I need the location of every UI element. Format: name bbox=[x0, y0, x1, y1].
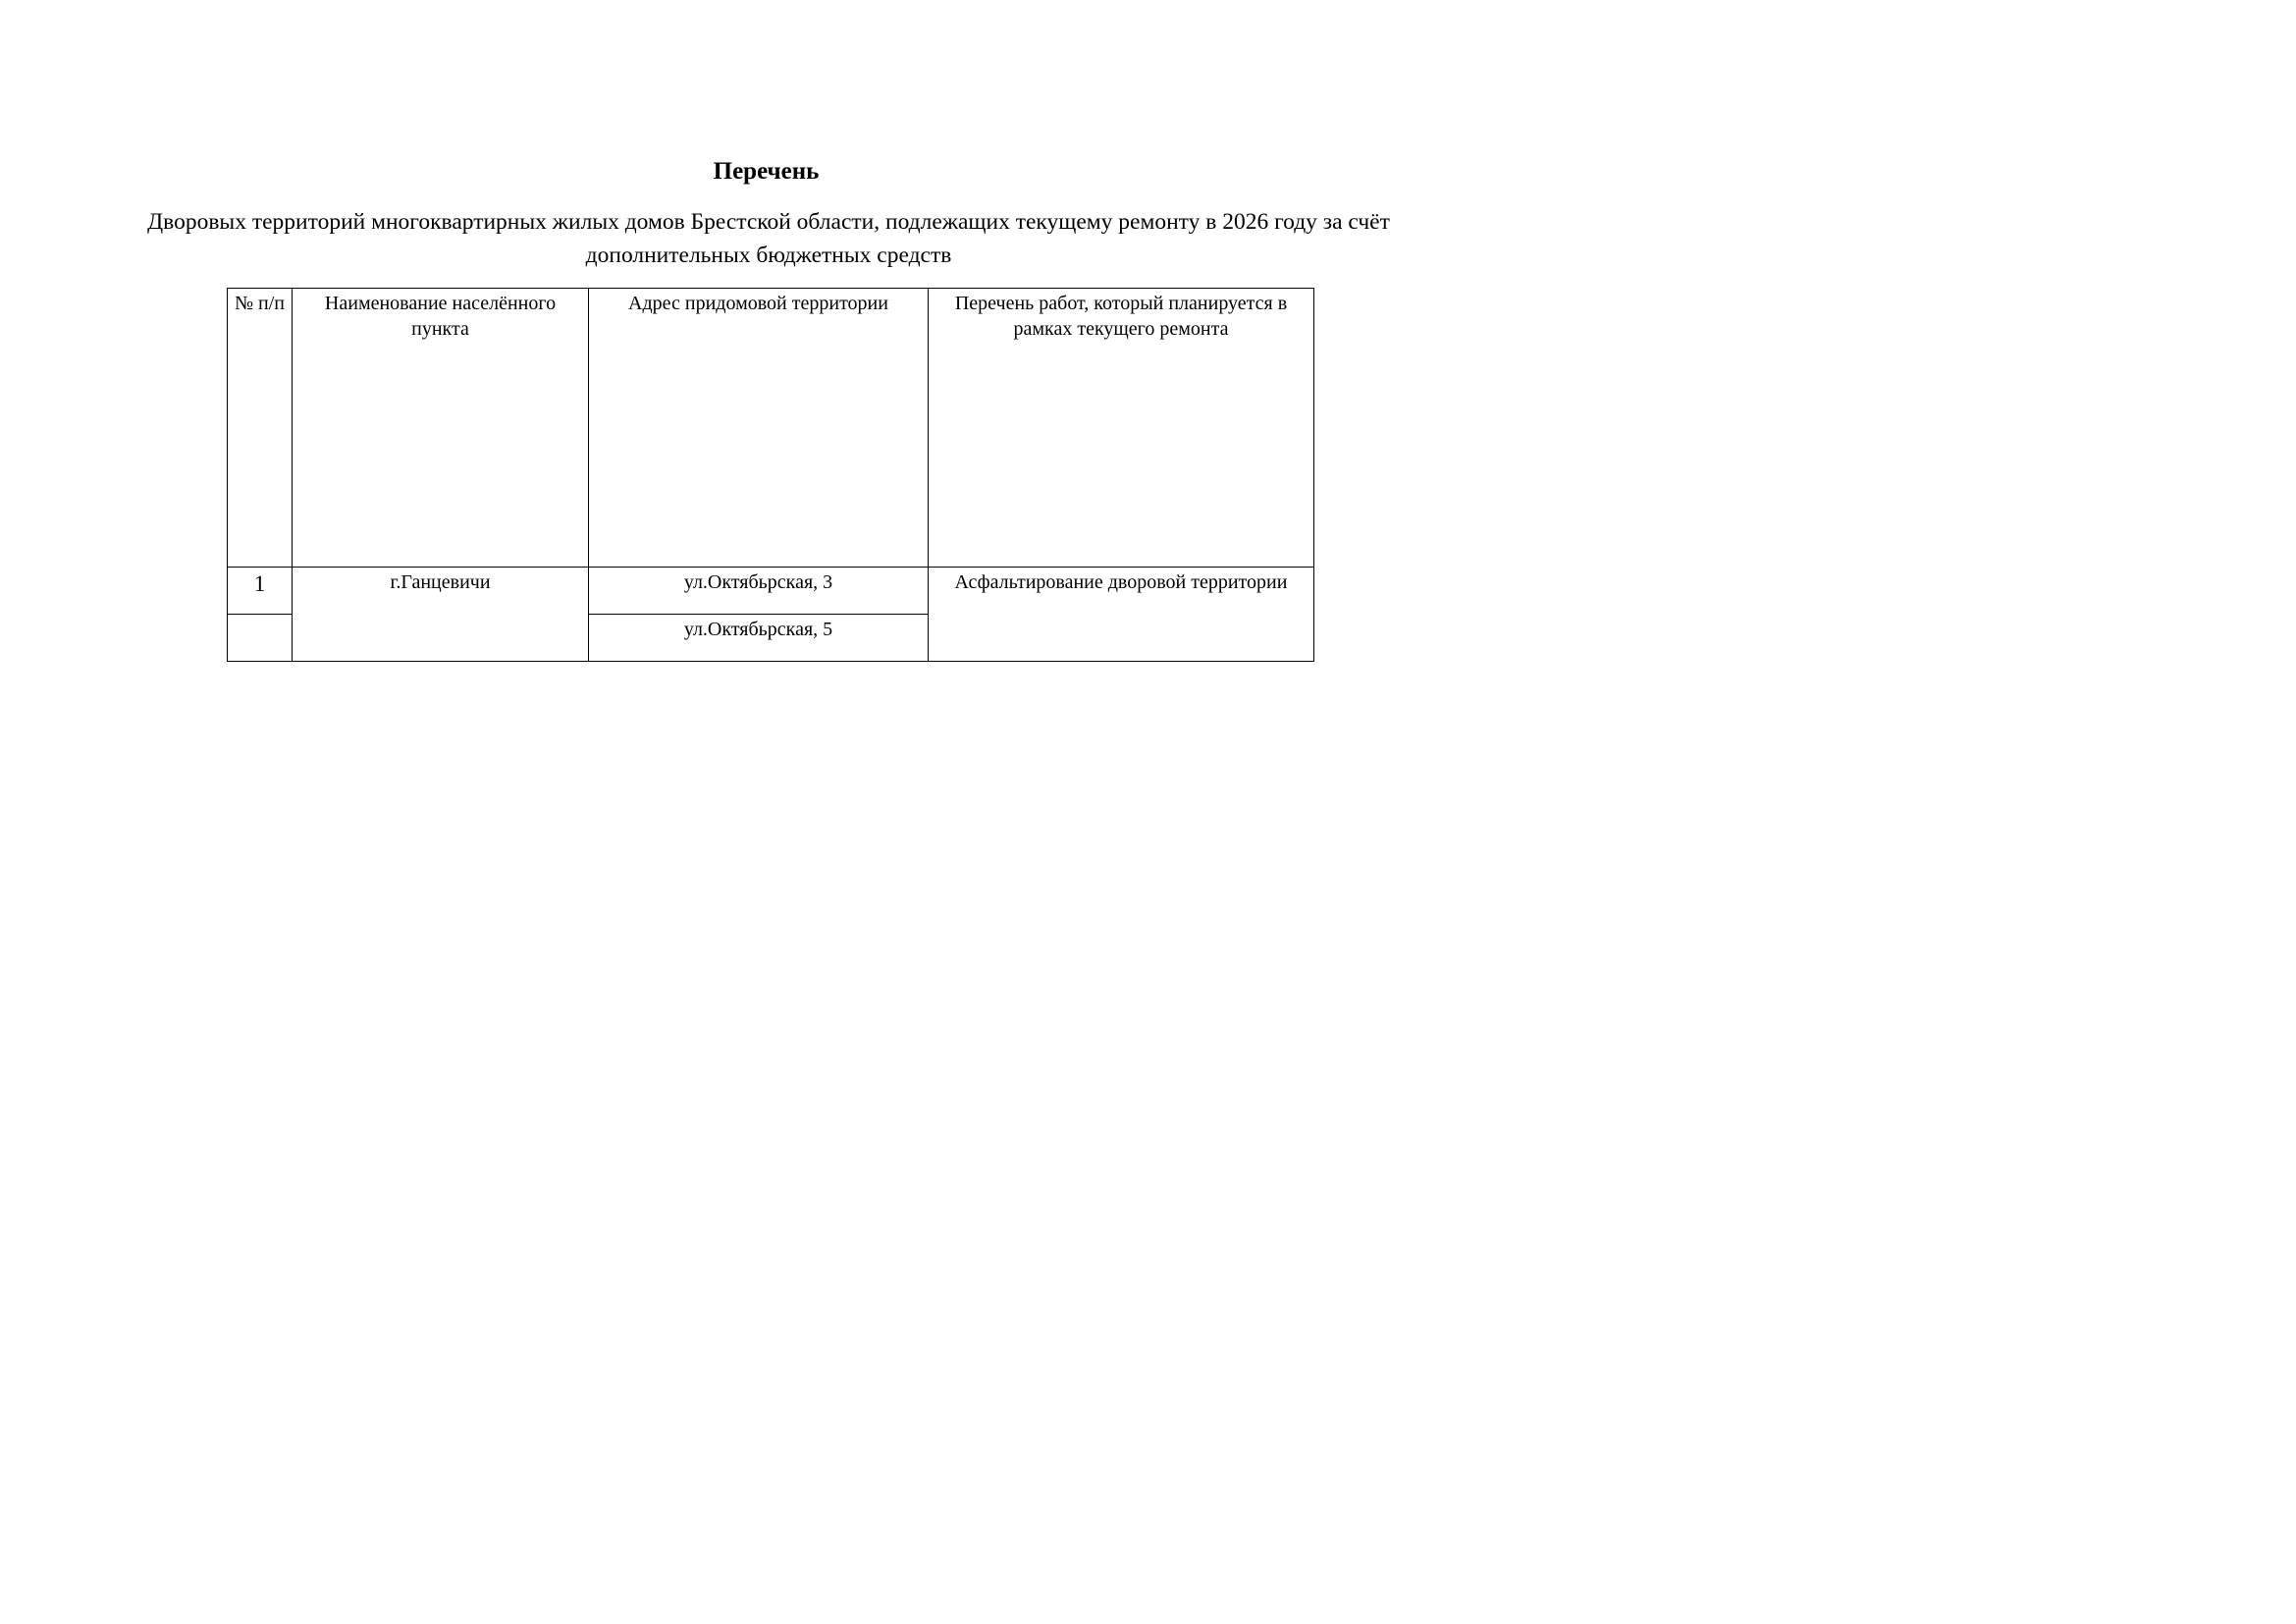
row-number-cell-empty bbox=[228, 615, 293, 662]
address-cell bbox=[589, 615, 929, 662]
header-settlement bbox=[293, 289, 589, 568]
table-row bbox=[228, 568, 1314, 615]
document-title: Перечень bbox=[713, 158, 820, 185]
works-cell bbox=[929, 568, 1314, 662]
header-address-label: Адрес придомовой территории bbox=[628, 293, 888, 314]
address-2: ул.Октябьрская, 5 bbox=[683, 619, 833, 640]
address-1: ул.Октябьрская, 3 bbox=[683, 571, 833, 593]
settlement-cell bbox=[293, 568, 589, 662]
header-works-label: Перечень работ, который планируется в рамках текущего ремонта bbox=[954, 293, 1288, 340]
header-settlement-label: Наименование населённого пункта bbox=[324, 293, 557, 340]
document-subtitle: Дворовых территорий многоквартирных жилых домов Брестской области, подлежащих текущему ремонту в 2026 году за счёт дополнительных бюджетных средств bbox=[147, 209, 1390, 268]
header-number-label: № п/п bbox=[234, 293, 286, 314]
header-works bbox=[929, 289, 1314, 568]
row-number-cell bbox=[228, 568, 293, 615]
address-cell bbox=[589, 568, 929, 615]
header-address bbox=[589, 289, 929, 568]
works-table bbox=[227, 288, 1314, 662]
settlement-name: г.Ганцевичи bbox=[390, 571, 491, 593]
header-number bbox=[228, 289, 293, 568]
table-header-row bbox=[228, 289, 1314, 568]
row-number: 1 bbox=[253, 571, 266, 596]
works-description: Асфальтирование дворовой территории bbox=[954, 571, 1288, 593]
